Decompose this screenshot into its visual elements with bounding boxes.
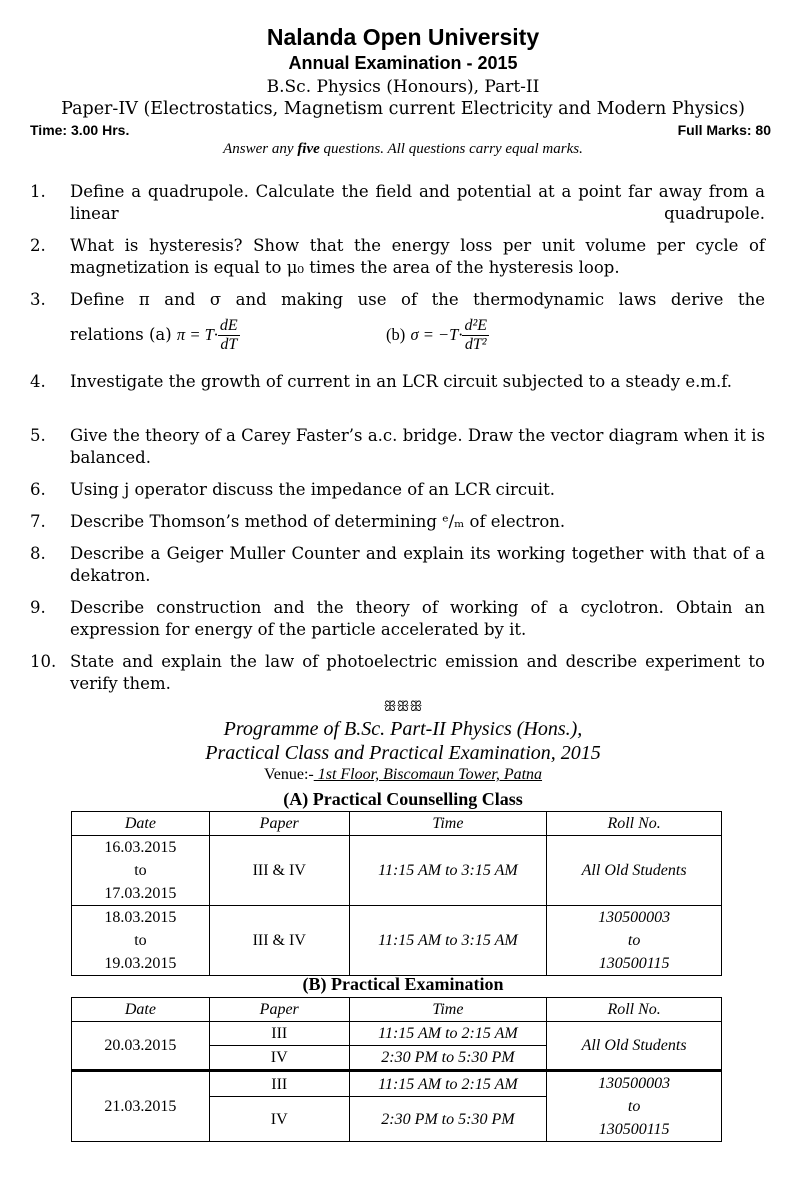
col-time: Time — [349, 812, 547, 836]
full-marks: Full Marks: 80 — [677, 122, 771, 138]
frac-den: dT² — [464, 336, 487, 353]
roll-cell: All Old Students — [547, 836, 722, 906]
formula-b-label: (b) — [386, 325, 406, 344]
roll-cell — [547, 906, 722, 976]
paper-cell: III & IV — [209, 836, 349, 906]
to: to — [627, 932, 641, 949]
q-num: 7. — [30, 512, 46, 531]
q-text: Give the theory of a Carey Faster’s a.c. bridge. Draw the vector diagram when it is balanced. — [70, 426, 765, 467]
date-cell: 21.03.2015 — [72, 1071, 210, 1142]
formula-b — [386, 317, 489, 354]
date-cell — [72, 906, 210, 976]
exam-time: Time: 3.00 Hrs. — [30, 122, 130, 138]
q-text: Describe a Geiger Muller Counter and explain its working together with that of a dekatron. — [70, 544, 765, 585]
counselling-table — [71, 811, 722, 976]
col-paper: Paper — [209, 812, 349, 836]
table-a-title: (A) Practical Counselling Class — [283, 789, 523, 809]
col-date: Date — [72, 812, 210, 836]
q-num: 10. — [30, 652, 57, 671]
frac-den: dT — [220, 336, 238, 353]
date-cell: 20.03.2015 — [72, 1022, 210, 1071]
q-text: Using j operator discuss the impedance of an LCR circuit. — [70, 480, 555, 499]
q-num: 8. — [30, 544, 46, 563]
examination-table — [71, 997, 722, 1142]
q-num: 5. — [30, 426, 46, 445]
date-from: 16.03.2015 — [104, 839, 177, 856]
q-text: Describe Thomson’s method of determining ᵉ/ₘ of electron. — [70, 512, 566, 531]
table-row — [72, 906, 722, 976]
course-title: B.Sc. Physics (Honours), Part-II — [266, 77, 540, 97]
formula-a-fraction — [218, 317, 240, 354]
to: to — [627, 1098, 641, 1115]
q3-formulas — [70, 317, 765, 353]
time-cell: 2:30 PM to 5:30 PM — [349, 1046, 547, 1071]
instructions — [0, 141, 806, 158]
time-cell: 11:15 AM to 2:15 AM — [349, 1022, 547, 1046]
q-num: 1. — [30, 182, 46, 201]
q-text: Define a quadrupole. Calculate the field and potential at a point far away from a linear quadrupole. — [70, 182, 765, 223]
roll-from: 130500003 — [598, 1075, 671, 1092]
question-1 — [30, 181, 765, 225]
paper-cell: III & IV — [209, 906, 349, 976]
q3-relations-label: relations (a) — [70, 325, 172, 344]
question-8 — [30, 543, 765, 587]
roll-cell: All Old Students — [547, 1022, 722, 1071]
programme-title-1: Programme of B.Sc. Part-II Physics (Hons.), — [223, 718, 583, 740]
question-6 — [30, 479, 765, 501]
table-header — [72, 998, 722, 1022]
roll-from: 130500003 — [598, 909, 671, 926]
roll-to: 130500115 — [598, 955, 670, 972]
table-row — [72, 1022, 722, 1046]
q-text: Investigate the growth of current in an LCR circuit subjected to a steady e.m.f. — [70, 372, 733, 391]
question-9 — [30, 597, 765, 641]
q-num: 4. — [30, 372, 46, 391]
formula-a-lhs: π = T· — [176, 325, 218, 344]
date-to: 17.03.2015 — [104, 885, 177, 902]
col-paper: Paper — [209, 998, 349, 1022]
question-10 — [30, 651, 765, 695]
question-4 — [30, 371, 765, 393]
table-row — [72, 1071, 722, 1097]
col-roll: Roll No. — [547, 812, 722, 836]
time-cell: 2:30 PM to 5:30 PM — [349, 1097, 547, 1142]
instr-post: questions. All questions carry equal marks. — [319, 141, 583, 157]
formula-b-lhs: σ = −T· — [410, 325, 463, 344]
time-cell: 11:15 AM to 3:15 AM — [349, 836, 547, 906]
to: to — [134, 932, 147, 949]
date-from: 18.03.2015 — [104, 909, 177, 926]
question-2 — [30, 235, 765, 279]
q-num: 6. — [30, 480, 46, 499]
ornament-divider-icon: ꕥꕥꕥ — [383, 699, 423, 715]
question-3 — [30, 289, 765, 353]
question-5 — [30, 425, 765, 469]
col-date: Date — [72, 998, 210, 1022]
table-row — [72, 836, 722, 906]
table-header — [72, 812, 722, 836]
roll-cell — [547, 1071, 722, 1142]
venue — [0, 766, 806, 784]
formula-b-fraction — [462, 317, 489, 354]
university-name: Nalanda Open University — [266, 24, 540, 50]
q-num: 2. — [30, 236, 46, 255]
q-text: What is hysteresis? Show that the energy loss per unit volume per cycle of magnetization is equal to μ₀ times the area of the hysteresis loop. — [70, 236, 765, 277]
frac-num: dE — [219, 317, 238, 334]
paper-cell: IV — [209, 1046, 349, 1071]
time-cell: 11:15 AM to 3:15 AM — [349, 906, 547, 976]
date-cell — [72, 836, 210, 906]
frac-num: d²E — [464, 317, 488, 334]
paper-title: Paper-IV (Electrostatics, Magnetism current Electricity and Modern Physics) — [61, 99, 745, 119]
q-text: Describe construction and the theory of working of a cyclotron. Obtain an expression for energy of the particle accelerated by it. — [70, 598, 765, 639]
q-text: Define π and σ and making use of the thermodynamic laws derive the — [70, 290, 765, 309]
roll-to: 130500115 — [598, 1121, 670, 1138]
q-num: 3. — [30, 290, 46, 309]
instr-bold: five — [297, 141, 320, 157]
col-time: Time — [349, 998, 547, 1022]
instr-pre: Answer any — [223, 141, 298, 157]
paper-cell: IV — [209, 1097, 349, 1142]
programme-title-2: Practical Class and Practical Examination, 2015 — [205, 742, 601, 764]
q-num: 9. — [30, 598, 46, 617]
time-cell: 11:15 AM to 2:15 AM — [349, 1071, 547, 1097]
paper-cell: III — [209, 1022, 349, 1046]
venue-value: 1st Floor, Biscomaun Tower, Patna — [313, 766, 543, 783]
date-to: 19.03.2015 — [104, 955, 177, 972]
q-text: State and explain the law of photoelectric emission and describe experiment to verify them. — [70, 652, 765, 693]
to: to — [134, 862, 147, 879]
table-b-title: (B) Practical Examination — [302, 974, 504, 994]
question-7 — [30, 511, 765, 533]
paper-cell: III — [209, 1071, 349, 1097]
col-roll: Roll No. — [547, 998, 722, 1022]
venue-label: Venue:- — [263, 766, 314, 783]
exam-title: Annual Examination - 2015 — [288, 53, 518, 73]
